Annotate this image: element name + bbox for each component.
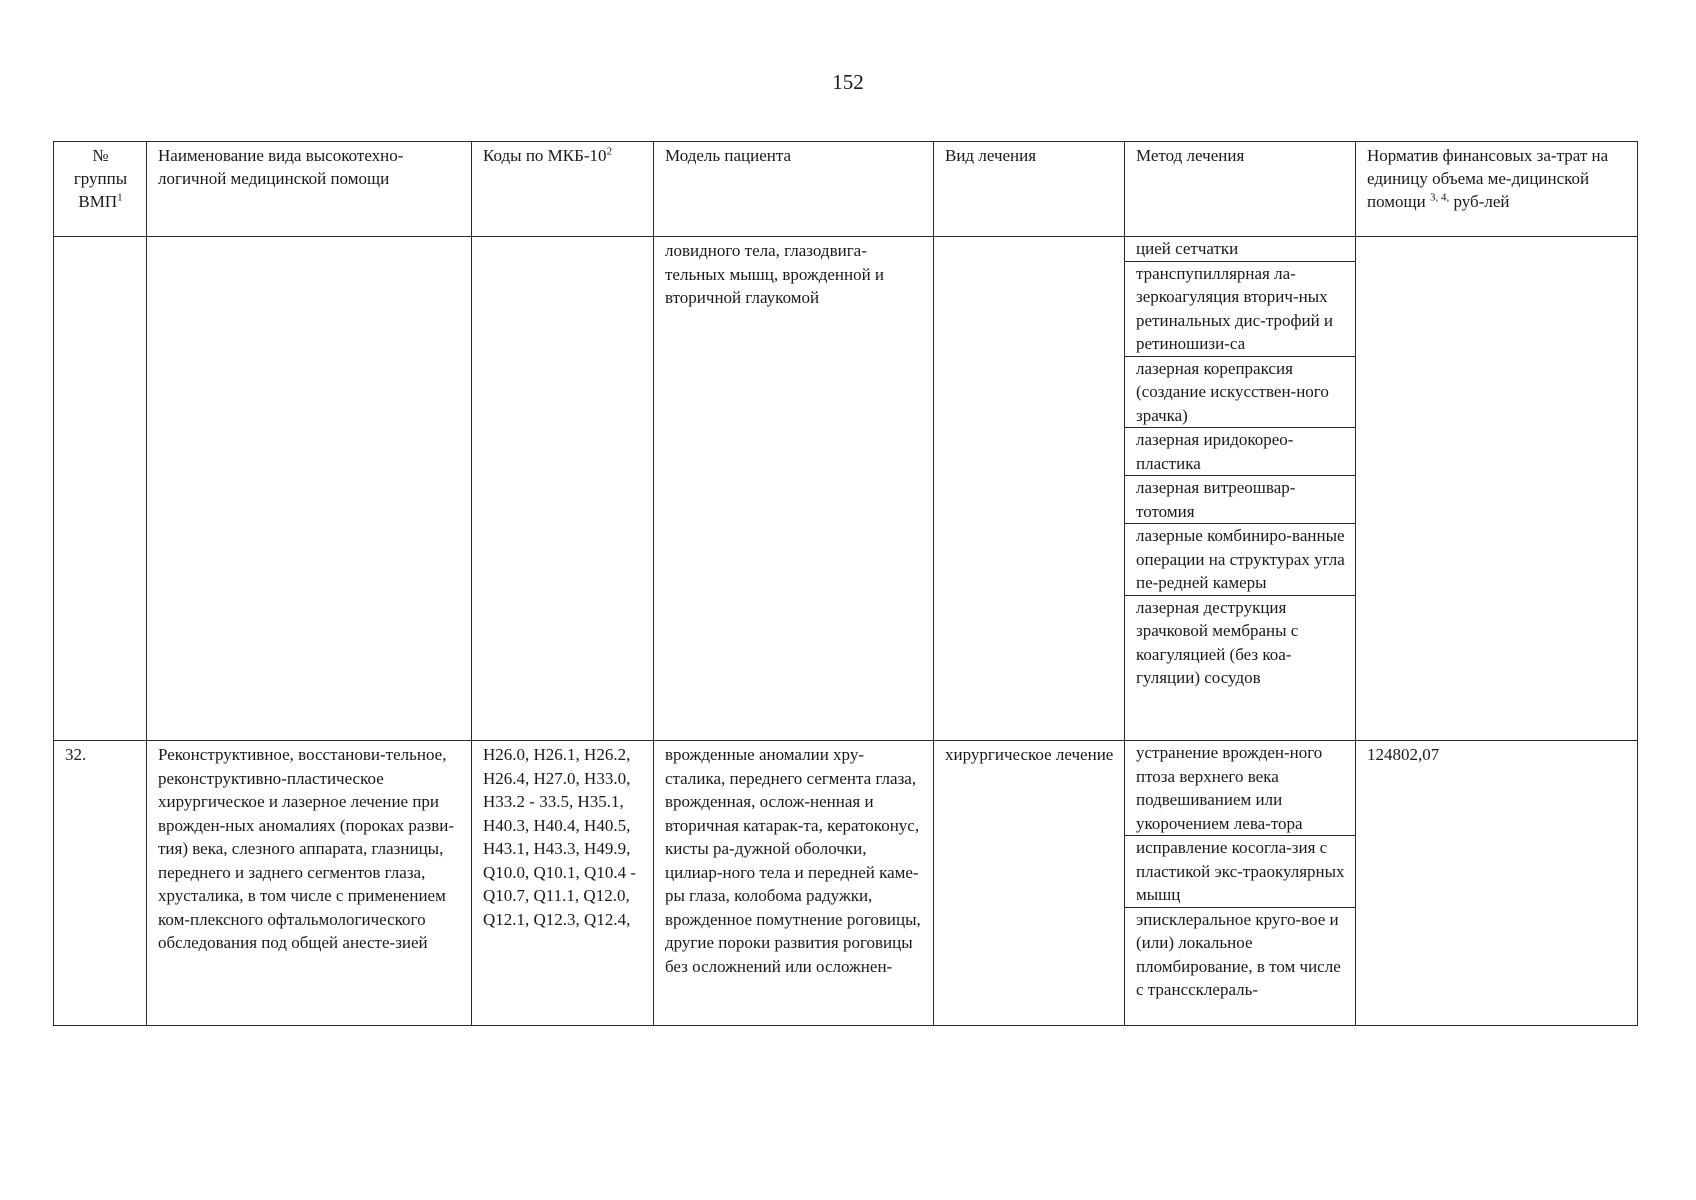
method-item: устранение врожден-ного птоза верхнего века подвешиванием или укорочением лева-тора [1125, 741, 1355, 836]
cell-row32-model [654, 741, 934, 1026]
cell-row32-name [147, 741, 472, 1026]
table-row-continued [54, 237, 1638, 741]
header-group-number [54, 142, 147, 237]
header-cost-norm-unit: руб-лей [1453, 192, 1510, 211]
cell-row32-methods [1125, 741, 1356, 1026]
method-item: цией сетчатки [1125, 237, 1355, 262]
method-item: транспупиллярная ла-зеркоагуляция вторич-ных ретинальных дис-трофий и ретиношизи-са [1125, 262, 1355, 357]
cell-continued-norm [1356, 237, 1638, 741]
cell-row32-kind [934, 741, 1125, 1026]
cell-row32-norm [1356, 741, 1638, 1026]
table-header-row [54, 142, 1638, 237]
cell-continued-methods [1125, 237, 1356, 741]
header-group-number-label: № группы ВМП [73, 146, 128, 211]
cell-continued-name [147, 237, 472, 741]
row32-group-number: 32. [65, 745, 87, 764]
footnote-ref-2: 2 [606, 145, 613, 158]
method-item: эписклеральное круго-вое и (или) локальное пломбирование, в том числе с транссклераль- [1136, 909, 1341, 999]
method-item: лазерная деструкция зрачковой мембраны с коагуляцией (без коа-гуляции) сосудов [1136, 597, 1299, 687]
header-icd-codes [472, 142, 654, 237]
page-number: 152 [832, 70, 864, 94]
row32-care-type-name: Реконструктивное, восстанови-тельное, реконструктивно-пластическое хирургическое и лазерное лечение при врожден-ных аномалиях (пороках разви-тия) века, слезного аппарата, глазницы, переднего и заднего сегментов глаза, хрусталика, в том числе с применением ком-плексного офтальмологического обследования под общей анесте-зией [158, 745, 454, 952]
method-item: лазерная иридокорео-пластика [1125, 428, 1355, 476]
header-patient-model-label: Модель пациента [665, 146, 792, 165]
method-item: лазерная корепраксия (создание искусствен-ного зрачка) [1125, 357, 1355, 429]
header-treatment-kind-label: Вид лечения [945, 146, 1037, 165]
header-icd-codes-label: Коды по МКБ-10 [483, 146, 607, 165]
continued-patient-model: ловидного тела, глазодвига-тельных мышц, врожденной и вторичной глаукомой [665, 241, 885, 307]
header-cost-norm [1356, 142, 1638, 237]
row32-icd-codes: H26.0, H26.1, H26.2, H26.4, H27.0, H33.0, H33.2 - 33.5, H35.1, H40.3, H40.4, H40.5, H43.1, H43.3, H49.9, Q10.0, Q10.1, Q10.4 - Q10.7, Q11.1, Q12.0, Q12.1, Q12.3, Q12.4, [483, 745, 636, 929]
cell-continued-kind [934, 237, 1125, 741]
cell-continued-model [654, 237, 934, 741]
cell-row32-num [54, 741, 147, 1026]
method-item: исправление косогла-зия с пластикой экс-траокулярных мышц [1125, 836, 1355, 908]
row32-treatment-kind: хирургическое лечение [945, 745, 1114, 764]
header-patient-model [654, 142, 934, 237]
method-item: лазерные комбиниро-ванные операции на структурах угла пе-редней камеры [1125, 524, 1355, 596]
row32-cost-norm: 124802,07 [1367, 745, 1440, 764]
header-care-type-name-label: Наименование вида высокотехно-логичной медицинской помощи [158, 146, 404, 188]
table-row-32 [54, 741, 1638, 1026]
cell-continued-codes [472, 237, 654, 741]
header-treatment-method [1125, 142, 1356, 237]
header-care-type-name [147, 142, 472, 237]
cell-continued-num [54, 237, 147, 741]
vmp-table [53, 141, 1638, 1026]
footnote-ref-1: 1 [117, 191, 123, 204]
method-item: лазерная витреошвар-тотомия [1125, 476, 1355, 524]
header-treatment-kind [934, 142, 1125, 237]
header-cost-norm-label: Норматив финансовых за-трат на единицу объема ме-дицинской помощи [1367, 146, 1609, 211]
header-treatment-method-label: Метод лечения [1136, 146, 1245, 165]
footnote-ref-3-4: 3, 4, [1429, 191, 1450, 204]
row32-patient-model: врожденные аномалии хру-сталика, переднего сегмента глаза, врожденная, ослож-ненная и вторичная катарак-та, кератоконус, кисты ра-дужной оболочки, цилиар-ного тела и передней каме-ры глаза, колобома радужки, врожденное помутнение роговицы, другие пороки развития роговицы без осложнений или осложнен- [665, 745, 921, 976]
cell-row32-codes [472, 741, 654, 1026]
